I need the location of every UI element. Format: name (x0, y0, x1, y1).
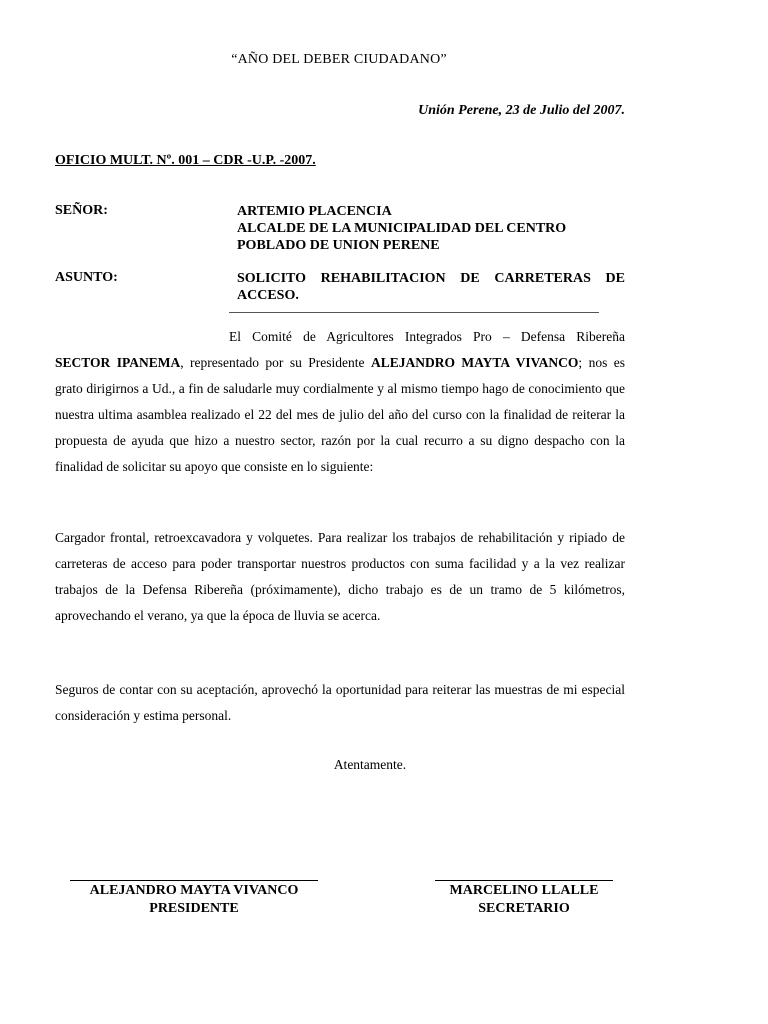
sector-name: SECTOR IPANEMA (55, 355, 181, 370)
signatory-name: ALEJANDRO MAYTA VIVANCO (89, 883, 299, 898)
year-motto: “AÑO DEL DEBER CIUDADANO” (231, 52, 447, 67)
addressee-title-line2: POBLADO DE UNION PERENE (237, 238, 440, 253)
addressee-name: ARTEMIO PLACENCIA (237, 204, 392, 219)
document-reference: OFICIO MULT. Nº. 001 – CDR -U.P. -2007. (55, 153, 316, 168)
signatory-role: PRESIDENTE (149, 901, 239, 916)
body-paragraph-1-opening: El Comité de Agricultores Integrados Pro – Defensa Ribereña (229, 329, 625, 344)
addressee-block (237, 203, 625, 254)
body-paragraph-3: Seguros de contar con su aceptación, aprovechó la oportunidad para reiterar las muestras de mi especial consideración y estima personal. (55, 682, 625, 723)
president-name-inline: ALEJANDRO MAYTA VIVANCO (370, 355, 579, 370)
closing-salutation: Atentamente. (333, 757, 407, 772)
addressee-title-line1: ALCALDE DE LA MUNICIPALIDAD DEL CENTRO (237, 221, 567, 236)
signature-president (70, 882, 318, 918)
signature-secretary (420, 882, 628, 918)
signatory-role: SECRETARIO (478, 901, 570, 916)
subject-text: SOLICITO REHABILITACION DE CARRETERAS DE ACCESO. (237, 271, 625, 303)
signature-line-president (70, 880, 318, 881)
signatory-name: MARCELINO LLALLE (449, 883, 599, 898)
body-paragraph-2: Cargador frontal, retroexcavadora y volquetes. Para realizar los trabajos de rehabilitación y ripiado de carreteras de acceso para poder transportar nuestros productos con suma facilidad y a la vez realizar trabajos de la Defensa Ribereña (próximamente), dicho trabajo es de un tramo de 5 kilómetros, aprovechando el verano, ya que la época de lluvia se acerca. (55, 530, 625, 623)
body-paragraph-1 (55, 324, 625, 480)
body-paragraph-1-text-a: , representado por su Presidente (180, 355, 371, 370)
body-paragraph-1-text-b: ; nos es grato dirigirnos a Ud., a fin de saludarle muy cordialmente y al mismo tiempo hago de conocimiento que nuestra ultima asamblea realizado el 22 del mes de julio del año del curso con la finalidad de reiterar la propuesta de ayuda que hizo a nuestro sector, razón por la cual recurro a su digno despacho con la finalidad de solicitar su apoyo que consiste en lo siguiente: (55, 355, 625, 474)
addressee-label: SEÑOR: (55, 203, 108, 218)
place-date: Unión Perene, 23 de Julio del 2007. (418, 103, 625, 118)
subject-divider (229, 312, 599, 313)
subject-label: ASUNTO: (55, 270, 118, 285)
signature-line-secretary (435, 880, 613, 881)
